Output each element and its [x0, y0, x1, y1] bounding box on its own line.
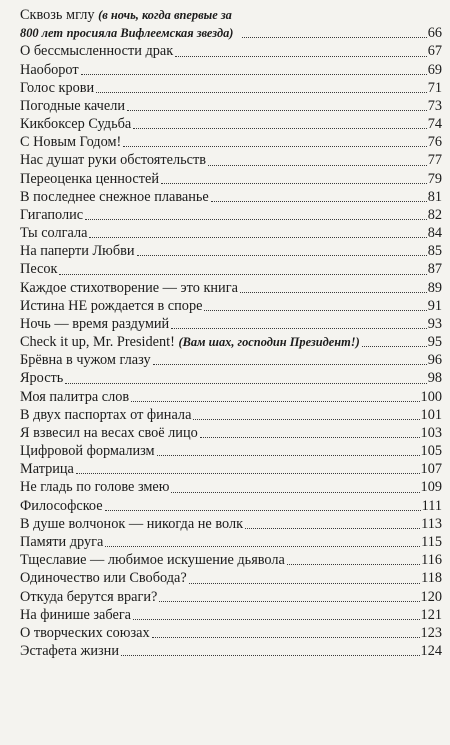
toc-entry — [20, 279, 442, 297]
dot-leader — [211, 199, 427, 202]
toc-entry-title: Я взвесил на весах своё лицо — [20, 424, 198, 441]
dot-leader — [123, 144, 426, 147]
toc-entry-note-continued: просияла Вифлеемская звезда) — [66, 26, 234, 41]
dot-leader — [81, 72, 427, 75]
toc-entry-page: 123 — [420, 624, 442, 641]
toc-entry-page: 87 — [427, 261, 442, 278]
dot-leader — [362, 344, 427, 347]
dot-leader — [105, 508, 421, 511]
toc-entry — [20, 406, 442, 424]
toc-entry-page: 124 — [420, 643, 442, 660]
dot-leader — [171, 326, 427, 329]
toc-entry-title: О бессмысленности драк — [20, 43, 174, 60]
toc-entry-page: 85 — [427, 243, 442, 260]
dot-leader — [161, 181, 427, 184]
dot-leader — [133, 126, 426, 129]
dot-leader — [200, 435, 420, 438]
dot-leader — [89, 235, 426, 238]
toc-entry — [20, 297, 442, 315]
dot-leader — [193, 417, 419, 420]
dot-leader — [208, 163, 427, 166]
toc-entry-note: (Вам шах, господин Президент!) — [178, 335, 360, 350]
toc-entry — [20, 497, 442, 515]
toc-entry — [20, 242, 442, 260]
toc-entry-title: Нас душат руки обстоятельств — [20, 152, 206, 169]
toc-entry — [20, 315, 442, 333]
toc-entry-page: 67 — [427, 43, 442, 60]
toc-entry-page: 105 — [420, 443, 442, 460]
toc-entry-page: 89 — [427, 279, 442, 296]
toc-entry-page: 107 — [420, 461, 442, 478]
toc-entry-title: Цифровой формализм — [20, 443, 155, 460]
book-page — [20, 0, 442, 745]
toc-entry — [20, 79, 442, 97]
dot-leader — [105, 544, 420, 547]
dot-leader — [287, 562, 420, 565]
toc-entry-page: 74 — [427, 116, 442, 133]
toc-entry-title-block — [20, 6, 240, 42]
toc-entry-title: Check it up, Mr. President! — [20, 334, 175, 351]
toc-entry-page: 109 — [420, 479, 442, 496]
toc-entry-page: 100 — [420, 388, 442, 405]
toc-entry-title: Песок — [20, 261, 58, 278]
toc-entry — [20, 533, 442, 551]
dot-leader — [121, 653, 420, 656]
toc-entry-title: Одиночество или Свобода? — [20, 570, 187, 587]
toc-entry — [20, 170, 442, 188]
toc-entry-title: В последнее снежное плаванье — [20, 188, 209, 205]
toc-entry-title: Наоборот — [20, 61, 79, 78]
dot-leader — [204, 308, 426, 311]
toc-entry — [20, 6, 442, 42]
toc-entry-page: 115 — [421, 533, 442, 550]
toc-entry-title: Брёвна в чужом глазу — [20, 352, 151, 369]
toc-entry-title: В двух паспортах от финала — [20, 406, 192, 423]
toc-entry — [20, 388, 442, 406]
table-of-contents — [20, 6, 442, 660]
toc-entry-page: 113 — [421, 515, 442, 532]
dot-leader — [189, 581, 420, 584]
toc-entry-title: Переоценка ценностей — [20, 170, 160, 187]
toc-entry — [20, 369, 442, 387]
toc-entry-title: Ярость — [20, 370, 64, 387]
dot-leader — [96, 90, 427, 93]
dot-leader — [240, 290, 427, 293]
dot-leader — [65, 381, 426, 384]
toc-entry — [20, 188, 442, 206]
toc-entry-page: 91 — [427, 297, 442, 314]
toc-entry-title: Матрица — [20, 461, 74, 478]
toc-entry-title: Сквозь мглу — [20, 6, 95, 23]
toc-entry-title: На паперти Любви — [20, 243, 135, 260]
toc-entry-title: Погодные качели — [20, 97, 125, 114]
toc-entry-title: Кикбоксер Судьба — [20, 116, 132, 133]
toc-entry — [20, 42, 442, 60]
toc-entry-title: Ты солгала — [20, 225, 88, 242]
dot-leader — [59, 272, 426, 275]
toc-entry-page: 120 — [420, 588, 442, 605]
dot-leader — [131, 399, 419, 402]
toc-entry-page: 101 — [420, 406, 442, 423]
dot-leader — [127, 108, 427, 111]
toc-entry-note: (в ночь, когда впервые за 800 лет — [20, 7, 232, 41]
toc-entry-page: 93 — [427, 315, 442, 332]
toc-entry-page: 98 — [427, 370, 442, 387]
toc-entry-page: 121 — [420, 606, 442, 623]
toc-entry-title: Голос крови — [20, 79, 95, 96]
dot-leader — [153, 362, 427, 365]
dot-leader — [159, 599, 419, 602]
toc-entry — [20, 588, 442, 606]
toc-entry — [20, 260, 442, 278]
toc-entry — [20, 442, 442, 460]
toc-entry — [20, 460, 442, 478]
dot-leader — [175, 54, 427, 57]
toc-entry — [20, 624, 442, 642]
toc-entry — [20, 333, 442, 351]
toc-entry-page: 66 — [427, 25, 442, 42]
toc-entry-page: 76 — [427, 134, 442, 151]
toc-entry — [20, 515, 442, 533]
dot-leader — [242, 35, 427, 38]
toc-entry-title: В душе волчонок — никогда не волк — [20, 515, 244, 532]
toc-entry-title: На финише забега — [20, 606, 132, 623]
dot-leader — [245, 526, 420, 529]
toc-entry-page: 81 — [427, 188, 442, 205]
toc-entry-page: 79 — [427, 170, 442, 187]
toc-entry — [20, 133, 442, 151]
dot-leader — [157, 453, 420, 456]
dot-leader — [171, 490, 419, 493]
toc-entry — [20, 61, 442, 79]
toc-entry — [20, 351, 442, 369]
toc-entry-title: Ночь — время раздумий — [20, 315, 170, 332]
dot-leader — [76, 471, 420, 474]
toc-entry — [20, 424, 442, 442]
toc-entry-page: 69 — [427, 61, 442, 78]
toc-entry — [20, 642, 442, 660]
toc-entry-title: Не гладь по голове змею — [20, 479, 170, 496]
dot-leader — [137, 253, 427, 256]
toc-entry-title: Памяти друга — [20, 533, 104, 550]
toc-entry-page: 84 — [427, 225, 442, 242]
toc-entry-title: Моя палитра слов — [20, 388, 130, 405]
toc-entry-title: Гигаполис — [20, 206, 84, 223]
toc-entry — [20, 224, 442, 242]
toc-entry-page: 111 — [421, 497, 442, 514]
toc-entry-page: 118 — [421, 570, 442, 587]
toc-entry-title: О творческих союзах — [20, 624, 150, 641]
dot-leader — [133, 617, 420, 620]
toc-entry-title: Каждое стихотворение — это книга — [20, 279, 238, 296]
toc-entry-page: 116 — [421, 552, 442, 569]
dot-leader — [152, 635, 420, 638]
dot-leader — [85, 217, 427, 220]
toc-entry-page: 77 — [427, 152, 442, 169]
toc-entry-page: 73 — [427, 97, 442, 114]
toc-entry-title: Истина НЕ рождается в споре — [20, 297, 203, 314]
toc-entry-title: Эстафета жизни — [20, 643, 119, 660]
toc-entry-title: Тщеславие — любимое искушение дьявола — [20, 552, 285, 569]
toc-entry — [20, 551, 442, 569]
toc-entry — [20, 97, 442, 115]
toc-entry-page: 95 — [427, 334, 442, 351]
toc-entry-page: 103 — [420, 424, 442, 441]
toc-entry — [20, 606, 442, 624]
toc-entry — [20, 151, 442, 169]
toc-entry-page: 82 — [427, 206, 442, 223]
toc-entry-title: Откуда берутся враги? — [20, 588, 158, 605]
toc-entry — [20, 478, 442, 496]
toc-entry-title: Философское — [20, 497, 103, 514]
toc-entry-page: 71 — [427, 79, 442, 96]
toc-entry-title: С Новым Годом! — [20, 134, 122, 151]
toc-entry — [20, 115, 442, 133]
toc-entry — [20, 569, 442, 587]
toc-entry-page: 96 — [427, 352, 442, 369]
toc-entry — [20, 206, 442, 224]
